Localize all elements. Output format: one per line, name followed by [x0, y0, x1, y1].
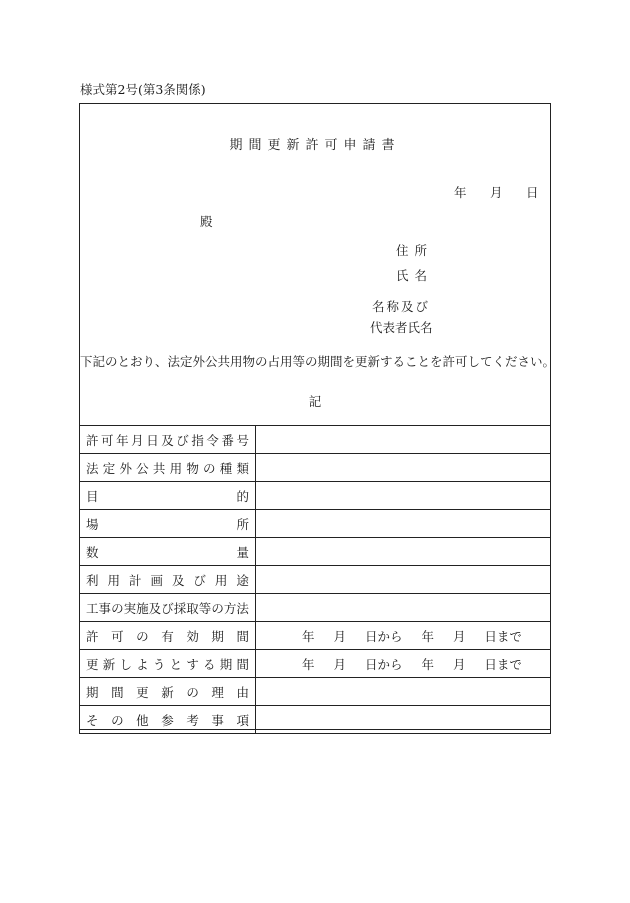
row-label: [80, 426, 256, 454]
ki-heading: 記: [308, 394, 322, 409]
table-row: [80, 482, 551, 510]
label-char: 効: [186, 628, 199, 644]
corp-name-label: 名称及び: [372, 299, 431, 314]
name-label: 氏名: [396, 268, 434, 283]
label-char: 外: [119, 460, 132, 476]
representative-label: 代表者氏名: [370, 320, 433, 335]
label-char: 間: [236, 628, 249, 644]
label-char: の: [136, 628, 149, 644]
period-part: 月: [333, 628, 346, 644]
label-char: 定: [102, 460, 116, 476]
label-char: 項: [236, 712, 249, 728]
label-char: の: [111, 600, 124, 616]
row-label-text: [86, 459, 249, 477]
label-char: 工: [86, 600, 99, 616]
date-year: 年: [454, 185, 467, 200]
label-char: 画: [150, 572, 163, 588]
date-month: 月: [490, 185, 503, 200]
form-number: 様式第2号(第3条関係): [80, 82, 206, 97]
period-part: 日まで: [484, 656, 522, 672]
period-part: 年: [302, 656, 315, 672]
label-char: 更: [136, 684, 149, 700]
request-text: 下記のとおり、法定外公共用物の占用等の期間を更新することを許可してください。: [80, 354, 556, 369]
row-label-text: [86, 571, 249, 589]
label-char: 的: [236, 488, 249, 504]
period-fields: [256, 655, 550, 673]
row-value-cell[interactable]: [256, 538, 551, 566]
label-char: 採: [173, 600, 187, 616]
row-label-text: [86, 655, 249, 673]
label-char: 実: [123, 600, 137, 616]
table-row: [80, 454, 551, 482]
form-title: 期間更新許可申請書: [229, 138, 401, 153]
row-label: [80, 678, 256, 706]
row-value-cell[interactable]: [256, 510, 551, 538]
label-char: 及: [161, 432, 174, 448]
row-label: [80, 482, 256, 510]
label-char: そ: [86, 712, 99, 728]
row-label: [80, 622, 256, 650]
label-char: る: [203, 656, 216, 672]
row-label: [80, 594, 256, 622]
label-char: 番: [221, 432, 234, 448]
table-row: [80, 594, 551, 622]
row-value-cell[interactable]: [256, 454, 551, 482]
row-label-text: [86, 683, 249, 701]
label-char: 許: [86, 432, 99, 448]
row-label-text: [86, 515, 249, 533]
label-char: 施: [136, 600, 149, 616]
label-char: び: [193, 572, 206, 588]
label-char: の: [111, 712, 124, 728]
table-row: [80, 706, 551, 734]
label-char: 有: [161, 628, 174, 644]
row-value-cell[interactable]: [256, 426, 551, 454]
label-char: 可: [101, 432, 114, 448]
label-char: び: [161, 600, 174, 616]
label-char: 物: [186, 460, 199, 476]
row-label: [80, 454, 256, 482]
label-char: 年: [116, 432, 129, 448]
label-char: 月: [131, 432, 144, 448]
label-char: 種: [219, 460, 233, 476]
period-part: 月: [452, 656, 466, 672]
row-label-text: [86, 711, 249, 729]
row-value-cell[interactable]: [256, 566, 551, 594]
details-table: [79, 425, 551, 734]
period-part: 日から: [364, 656, 403, 672]
label-char: 取: [186, 600, 199, 616]
label-char: 理: [211, 684, 224, 700]
period-part: 月: [333, 656, 346, 672]
label-char: う: [152, 656, 166, 672]
row-label: [80, 510, 256, 538]
label-char: 由: [236, 684, 249, 700]
label-char: の: [186, 684, 199, 700]
label-char: 用: [107, 572, 120, 588]
label-char: 等: [198, 600, 212, 616]
row-label-text: [86, 487, 249, 505]
label-char: 共: [152, 460, 166, 476]
period-part: 年: [302, 628, 315, 644]
table-row: [80, 538, 551, 566]
label-char: 途: [236, 572, 249, 588]
table-row: [80, 510, 551, 538]
label-char: 場: [86, 516, 99, 532]
table-row: [80, 678, 551, 706]
label-char: 所: [236, 516, 249, 532]
row-value-cell[interactable]: [256, 482, 551, 510]
label-char: 新: [161, 684, 174, 700]
label-char: よ: [136, 656, 149, 672]
label-char: 及: [171, 572, 185, 588]
row-value-cell[interactable]: [256, 594, 551, 622]
period-part: 日まで: [484, 628, 522, 644]
row-value-cell[interactable]: [256, 650, 551, 678]
label-char: し: [119, 656, 132, 672]
label-char: の: [203, 460, 216, 476]
row-value-cell[interactable]: [256, 706, 551, 734]
label-char: 可: [111, 628, 124, 644]
label-char: 期: [219, 656, 233, 672]
label-char: 法: [236, 600, 249, 616]
label-char: 数: [86, 544, 99, 560]
period-fields: [256, 627, 550, 645]
label-char: 事: [211, 712, 224, 728]
label-char: 参: [161, 712, 174, 728]
label-char: 事: [98, 600, 112, 616]
row-label-text: [86, 627, 249, 645]
label-char: 用: [214, 572, 228, 588]
label-char: び: [176, 432, 189, 448]
date-day: 日: [526, 185, 539, 200]
label-char: 許: [86, 628, 99, 644]
period-part: 年: [421, 628, 434, 644]
label-char: 新: [102, 656, 116, 672]
label-char: 令: [206, 432, 219, 448]
label-char: 法: [86, 460, 99, 476]
row-label-text: [86, 431, 249, 449]
period-part: 日から: [364, 628, 403, 644]
label-char: 及: [148, 600, 162, 616]
label-char: 間: [111, 684, 124, 700]
period-part: 月: [452, 628, 466, 644]
label-char: 号: [236, 432, 249, 448]
label-char: 期: [211, 628, 224, 644]
address-label: 住所: [396, 243, 434, 258]
table-row: [80, 566, 551, 594]
row-label: [80, 650, 256, 678]
row-label: [80, 538, 256, 566]
label-char: 指: [191, 432, 204, 448]
addressee-suffix: 殿: [200, 214, 213, 229]
label-char: と: [169, 656, 183, 672]
label-char: 他: [136, 712, 149, 728]
label-char: 利: [86, 572, 99, 588]
table-row: [80, 426, 551, 454]
row-label: [80, 706, 256, 734]
label-char: 量: [236, 544, 249, 560]
table-row: [80, 622, 551, 650]
application-form: [79, 103, 556, 730]
label-char: 目: [86, 488, 99, 504]
label-char: 計: [128, 572, 142, 588]
label-char: 更: [86, 656, 99, 672]
row-value-cell[interactable]: [256, 622, 551, 650]
label-char: 類: [236, 460, 249, 476]
label-char: 公: [136, 460, 149, 476]
row-label-text: [86, 543, 249, 561]
label-char: 方: [223, 600, 237, 616]
row-label-text: [86, 599, 249, 617]
label-char: の: [211, 600, 224, 616]
label-char: 考: [186, 712, 199, 728]
table-row: [80, 650, 551, 678]
label-char: す: [186, 656, 199, 672]
row-label: [80, 566, 256, 594]
label-char: 用: [169, 460, 183, 476]
label-char: 期: [86, 684, 99, 700]
label-char: 日: [146, 432, 159, 448]
label-char: 間: [236, 656, 249, 672]
row-value-cell[interactable]: [256, 678, 551, 706]
period-part: 年: [421, 656, 434, 672]
